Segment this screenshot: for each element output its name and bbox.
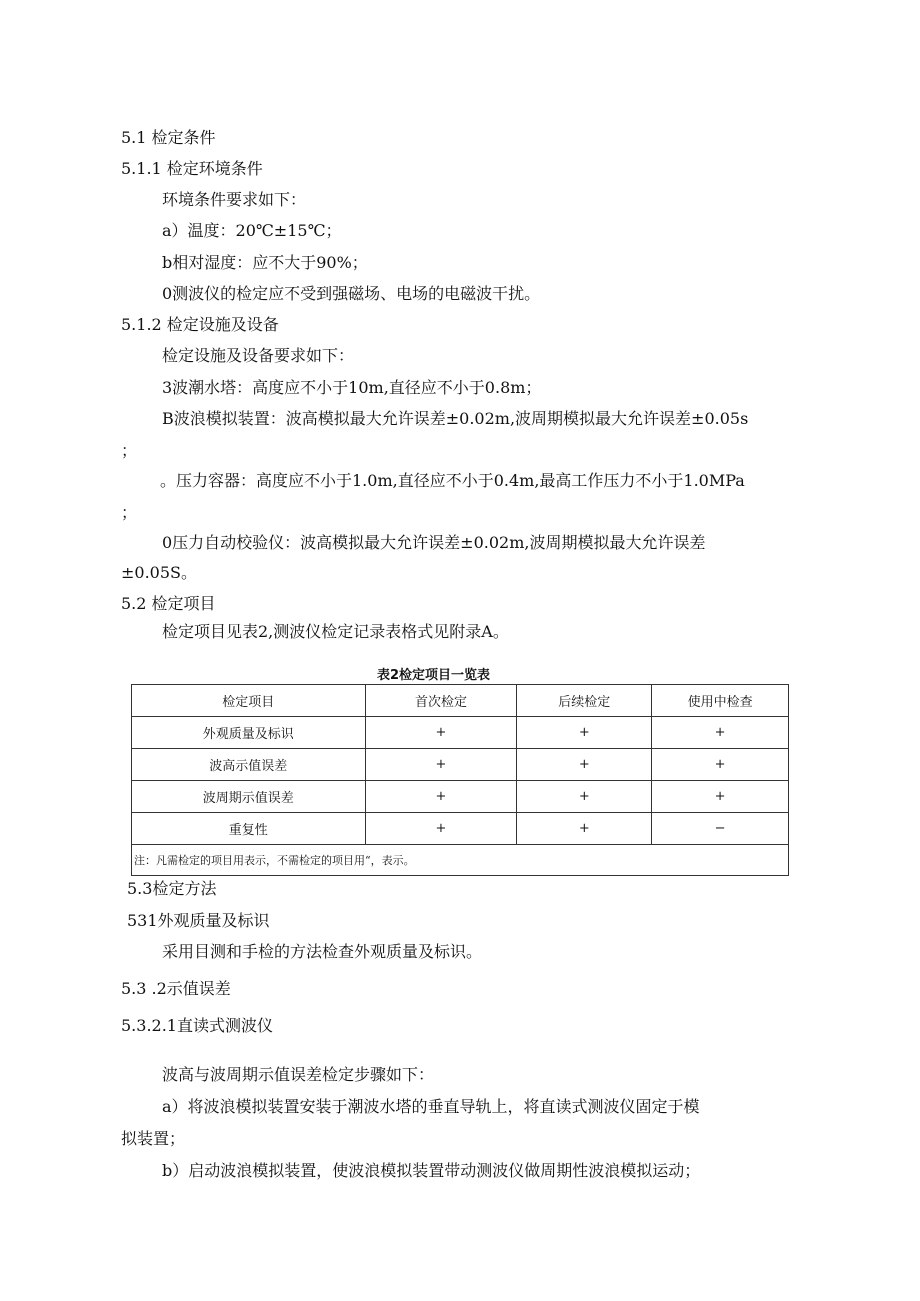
table-header-row [132, 685, 789, 717]
table-header-cell: 使用中检查 [652, 685, 789, 717]
table-header-cell: 检定项目 [132, 685, 366, 717]
table-note: 注：凡需检定的项目用表示，不需检定的项目用“，表示。 [132, 845, 789, 876]
table-cell: + [365, 781, 517, 813]
list-item-env-a: a）温度：20℃±15℃； [162, 221, 342, 240]
table-cell: − [652, 813, 789, 845]
table-row [132, 781, 789, 813]
section-heading-5-3-2: 5.3 .2示值误差 [121, 979, 231, 998]
list-item-step-a-cont: 拟装置； [121, 1129, 186, 1148]
paragraph-env-intro: 环境条件要求如下： [162, 190, 307, 209]
list-item-facility-3: 。压力容器：高度应不小于1.0m,直径应不小于0.4m,最高工作压力不小于1.0MPa [160, 471, 745, 490]
list-item-env-c: 0测波仪的检定应不受到强磁场、电场的电磁波干扰。 [162, 284, 541, 303]
table-cell: + [517, 749, 652, 781]
section-heading-5-2: 5.2 检定项目 [121, 594, 216, 613]
table-cell: + [365, 749, 517, 781]
table-caption: 表2检定项目一览表 [377, 668, 491, 683]
list-item-facility-2-cont: ； [121, 441, 138, 460]
list-item-facility-4-cont: ±0.05S。 [121, 563, 197, 582]
table-cell: + [365, 717, 517, 749]
table-row [132, 749, 789, 781]
paragraph-facility-intro: 检定设施及设备要求如下： [162, 346, 355, 365]
paragraph-5-3-1: 采用目测和手检的方法检查外观质量及标识。 [162, 942, 483, 961]
table-header-cell: 后续检定 [517, 685, 652, 717]
table-cell: + [652, 749, 789, 781]
table-row [132, 813, 789, 845]
table-cell: + [517, 781, 652, 813]
section-heading-5-3: 5.3检定方法 [127, 879, 217, 898]
section-heading-5-1-2: 5.1.2 检定设施及设备 [121, 315, 279, 334]
table-cell: + [365, 813, 517, 845]
paragraph-steps-intro: 波高与波周期示值误差检定步骤如下： [162, 1065, 435, 1084]
section-heading-5-1: 5.1 检定条件 [121, 128, 216, 147]
list-item-facility-1: 3波潮水塔：高度应不小于10m,直径应不小于0.8m； [162, 378, 542, 397]
list-item-facility-4: 0压力自动校验仪：波高模拟最大允许误差±0.02m,波周期模拟最大允许误差 [162, 533, 706, 552]
section-heading-5-3-2-1: 5.3.2.1直读式测波仪 [121, 1016, 273, 1035]
paragraph-items-intro: 检定项目见表2,测波仪检定记录表格式见附录A。 [162, 622, 509, 641]
section-heading-5-3-1: 531外观质量及标识 [127, 911, 270, 930]
table-cell: 重复性 [132, 813, 366, 845]
table-header-cell: 首次检定 [365, 685, 517, 717]
table-cell: 波高示值误差 [132, 749, 366, 781]
list-item-facility-2: B波浪模拟装置：波高模拟最大允许误差±0.02m,波周期模拟最大允许误差±0.05s [162, 409, 749, 428]
table-cell: + [517, 813, 652, 845]
list-item-env-b: b相对湿度：应不大于90%； [162, 253, 368, 272]
list-item-step-b: b）启动波浪模拟装置，使波浪模拟装置带动测波仪做周期性波浪模拟运动； [162, 1161, 701, 1180]
table-cell: + [517, 717, 652, 749]
table-row [132, 717, 789, 749]
list-item-step-a: a）将波浪模拟装置安装于潮波水塔的垂直导轨上，将直读式测波仪固定于模 [162, 1097, 700, 1116]
table-cell: + [652, 781, 789, 813]
list-item-facility-3-cont: ； [121, 503, 138, 522]
section-heading-5-1-1: 5.1.1 检定环境条件 [121, 159, 263, 178]
table-note-row [132, 845, 789, 876]
inspection-items-table [131, 684, 789, 876]
table-cell: 外观质量及标识 [132, 717, 366, 749]
table-cell: 波周期示值误差 [132, 781, 366, 813]
table-cell: + [652, 717, 789, 749]
